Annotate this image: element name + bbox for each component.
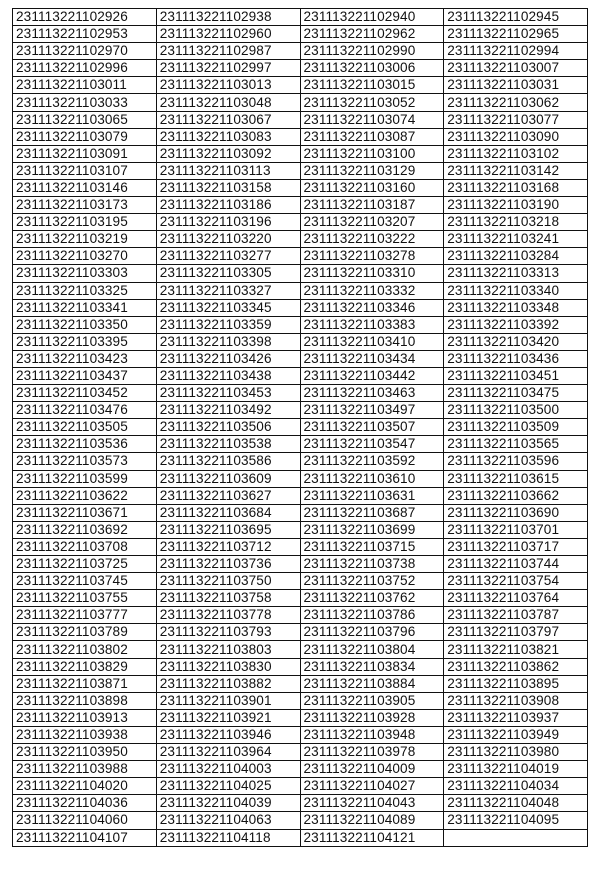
roll-number-cell: 231113221103821 [444, 641, 588, 658]
roll-number-cell: 231113221103278 [300, 248, 444, 265]
table-row [13, 812, 588, 829]
roll-number-cell: 231113221103627 [156, 487, 300, 504]
table-row [13, 607, 588, 624]
roll-number-cell: 231113221103507 [300, 419, 444, 436]
roll-number-cell: 231113221103712 [156, 538, 300, 555]
roll-number-cell: 231113221103988 [13, 761, 157, 778]
roll-number-cell: 231113221103921 [156, 709, 300, 726]
roll-number-cell: 231113221104020 [13, 778, 157, 795]
table-row [13, 231, 588, 248]
roll-number-cell: 231113221103453 [156, 385, 300, 402]
roll-number-cell: 231113221103829 [13, 658, 157, 675]
table-row [13, 521, 588, 538]
roll-number-cell: 231113221103463 [300, 385, 444, 402]
roll-number-cell: 231113221103420 [444, 333, 588, 350]
table-row [13, 436, 588, 453]
roll-number-cell: 231113221103436 [444, 350, 588, 367]
roll-number-cell: 231113221103547 [300, 436, 444, 453]
table-row [13, 214, 588, 231]
table-row [13, 350, 588, 367]
roll-number-cell: 231113221103536 [13, 436, 157, 453]
roll-number-cell: 231113221103506 [156, 419, 300, 436]
roll-number-cell: 231113221103701 [444, 521, 588, 538]
roll-number-cell: 231113221103946 [156, 726, 300, 743]
table-row [13, 709, 588, 726]
table-row [13, 453, 588, 470]
roll-number-cell: 231113221103744 [444, 556, 588, 573]
roll-number-cell: 231113221103340 [444, 282, 588, 299]
roll-number-cell: 231113221103708 [13, 538, 157, 555]
table-row [13, 43, 588, 60]
table-row [13, 504, 588, 521]
roll-number-cell: 231113221104009 [300, 761, 444, 778]
table-row [13, 111, 588, 128]
roll-number-cell: 231113221103476 [13, 402, 157, 419]
roll-number-cell: 231113221102938 [156, 9, 300, 26]
roll-number-cell: 231113221103395 [13, 333, 157, 350]
table-row [13, 402, 588, 419]
roll-number-cell: 231113221103610 [300, 470, 444, 487]
roll-number-cell: 231113221103423 [13, 350, 157, 367]
roll-number-cell: 231113221104060 [13, 812, 157, 829]
roll-number-cell: 231113221103738 [300, 556, 444, 573]
table-row [13, 60, 588, 77]
roll-number-cell: 231113221103173 [13, 197, 157, 214]
roll-number-cell: 231113221103871 [13, 675, 157, 692]
roll-number-cell: 231113221103764 [444, 590, 588, 607]
roll-number-cell: 231113221103168 [444, 179, 588, 196]
table-row [13, 538, 588, 555]
roll-number-cell: 231113221103898 [13, 692, 157, 709]
roll-number-cell: 231113221103452 [13, 385, 157, 402]
roll-number-cell: 231113221103978 [300, 744, 444, 761]
roll-number-cell: 231113221102994 [444, 43, 588, 60]
roll-number-cell: 231113221104036 [13, 795, 157, 812]
roll-number-cell: 231113221102970 [13, 43, 157, 60]
roll-number-cell: 231113221104089 [300, 812, 444, 829]
roll-number-cell: 231113221103113 [156, 162, 300, 179]
roll-number-cell: 231113221103715 [300, 538, 444, 555]
roll-number-cell: 231113221103901 [156, 692, 300, 709]
roll-number-cell: 231113221103007 [444, 60, 588, 77]
table-row [13, 316, 588, 333]
table-row [13, 624, 588, 641]
roll-number-cell: 231113221103303 [13, 265, 157, 282]
roll-number-cell: 231113221103937 [444, 709, 588, 726]
roll-number-cell: 231113221103786 [300, 607, 444, 624]
roll-number-cell: 231113221103031 [444, 77, 588, 94]
roll-number-cell: 231113221104118 [156, 829, 300, 846]
roll-number-cell: 231113221103500 [444, 402, 588, 419]
roll-number-cell: 231113221102926 [13, 9, 157, 26]
roll-number-cell: 231113221103434 [300, 350, 444, 367]
table-row [13, 726, 588, 743]
roll-number-cell: 231113221103092 [156, 145, 300, 162]
roll-number-cell: 231113221103803 [156, 641, 300, 658]
table-row [13, 795, 588, 812]
roll-number-cell: 231113221103789 [13, 624, 157, 641]
roll-number-sheet [12, 8, 588, 847]
roll-number-cell: 231113221104095 [444, 812, 588, 829]
roll-number-cell: 231113221103074 [300, 111, 444, 128]
roll-number-cell: 231113221103348 [444, 299, 588, 316]
roll-number-cell: 231113221103438 [156, 367, 300, 384]
roll-number-cell: 231113221103451 [444, 367, 588, 384]
roll-number-cell: 231113221102987 [156, 43, 300, 60]
roll-number-cell: 231113221103077 [444, 111, 588, 128]
roll-number-cell: 231113221102962 [300, 26, 444, 43]
roll-number-cell: 231113221104048 [444, 795, 588, 812]
roll-number-cell: 231113221103079 [13, 128, 157, 145]
roll-number-cell: 231113221103796 [300, 624, 444, 641]
table-row [13, 556, 588, 573]
table-row [13, 367, 588, 384]
table-row [13, 145, 588, 162]
roll-number-cell: 231113221103509 [444, 419, 588, 436]
table-row [13, 590, 588, 607]
roll-number-cell: 231113221103778 [156, 607, 300, 624]
roll-number-cell: 231113221103662 [444, 487, 588, 504]
roll-number-cell: 231113221103908 [444, 692, 588, 709]
roll-number-cell: 231113221103692 [13, 521, 157, 538]
roll-number-cell: 231113221103383 [300, 316, 444, 333]
roll-number-cell: 231113221103359 [156, 316, 300, 333]
roll-number-cell: 231113221103067 [156, 111, 300, 128]
roll-number-cell: 231113221103913 [13, 709, 157, 726]
roll-number-cell: 231113221103884 [300, 675, 444, 692]
roll-number-cell: 231113221103938 [13, 726, 157, 743]
roll-number-cell: 231113221104043 [300, 795, 444, 812]
roll-number-cell: 231113221103332 [300, 282, 444, 299]
roll-number-cell: 231113221103736 [156, 556, 300, 573]
table-row [13, 470, 588, 487]
roll-number-cell: 231113221103158 [156, 179, 300, 196]
roll-number-cell: 231113221102960 [156, 26, 300, 43]
roll-number-cell: 231113221104027 [300, 778, 444, 795]
roll-number-cell: 231113221103690 [444, 504, 588, 521]
roll-number-cell: 231113221103190 [444, 197, 588, 214]
roll-number-cell: 231113221104034 [444, 778, 588, 795]
roll-number-cell: 231113221104039 [156, 795, 300, 812]
roll-number-cell: 231113221103398 [156, 333, 300, 350]
roll-number-cell: 231113221103160 [300, 179, 444, 196]
roll-number-cell: 231113221103882 [156, 675, 300, 692]
roll-number-cell: 231113221103596 [444, 453, 588, 470]
roll-number-cell: 231113221103538 [156, 436, 300, 453]
roll-number-cell: 231113221103752 [300, 573, 444, 590]
table-row [13, 282, 588, 299]
roll-number-cell: 231113221103475 [444, 385, 588, 402]
roll-number-cell: 231113221103609 [156, 470, 300, 487]
roll-number-cell: 231113221103048 [156, 94, 300, 111]
roll-number-cell: 231113221103797 [444, 624, 588, 641]
roll-number-cell: 231113221103218 [444, 214, 588, 231]
table-row [13, 26, 588, 43]
roll-number-cell: 231113221103437 [13, 367, 157, 384]
roll-number-table [12, 8, 588, 847]
roll-number-cell: 231113221103187 [300, 197, 444, 214]
roll-number-cell: 231113221103442 [300, 367, 444, 384]
roll-number-cell: 231113221103750 [156, 573, 300, 590]
roll-number-cell: 231113221103065 [13, 111, 157, 128]
roll-number-cell: 231113221103062 [444, 94, 588, 111]
roll-number-cell: 231113221103277 [156, 248, 300, 265]
roll-number-cell: 231113221103011 [13, 77, 157, 94]
table-row [13, 744, 588, 761]
roll-number-cell: 231113221103207 [300, 214, 444, 231]
roll-number-cell: 231113221103052 [300, 94, 444, 111]
roll-number-cell [444, 829, 588, 846]
table-row [13, 265, 588, 282]
roll-number-cell: 231113221103310 [300, 265, 444, 282]
roll-number-cell: 231113221103950 [13, 744, 157, 761]
roll-number-cell: 231113221103220 [156, 231, 300, 248]
roll-number-cell: 231113221103793 [156, 624, 300, 641]
roll-number-cell: 231113221103928 [300, 709, 444, 726]
table-row [13, 573, 588, 590]
roll-number-cell: 231113221103102 [444, 145, 588, 162]
roll-number-cell: 231113221103090 [444, 128, 588, 145]
table-row [13, 675, 588, 692]
roll-number-cell: 231113221103033 [13, 94, 157, 111]
roll-number-cell: 231113221103087 [300, 128, 444, 145]
roll-number-cell: 231113221102953 [13, 26, 157, 43]
table-row [13, 641, 588, 658]
roll-number-cell: 231113221103270 [13, 248, 157, 265]
table-row [13, 77, 588, 94]
table-row [13, 761, 588, 778]
roll-number-cell: 231113221103492 [156, 402, 300, 419]
roll-number-cell: 231113221103754 [444, 573, 588, 590]
roll-number-cell: 231113221103964 [156, 744, 300, 761]
roll-number-cell: 231113221103327 [156, 282, 300, 299]
roll-number-cell: 231113221103325 [13, 282, 157, 299]
table-row [13, 162, 588, 179]
roll-number-cell: 231113221102997 [156, 60, 300, 77]
roll-number-cell: 231113221102990 [300, 43, 444, 60]
table-row [13, 94, 588, 111]
roll-number-cell: 231113221103241 [444, 231, 588, 248]
table-row [13, 692, 588, 709]
roll-number-cell: 231113221102940 [300, 9, 444, 26]
roll-number-cell: 231113221103762 [300, 590, 444, 607]
roll-number-cell: 231113221103091 [13, 145, 157, 162]
roll-number-cell: 231113221103592 [300, 453, 444, 470]
roll-number-cell: 231113221103671 [13, 504, 157, 521]
roll-number-cell: 231113221104003 [156, 761, 300, 778]
roll-number-cell: 231113221103949 [444, 726, 588, 743]
table-row [13, 179, 588, 196]
roll-number-cell: 231113221103083 [156, 128, 300, 145]
roll-number-cell: 231113221103895 [444, 675, 588, 692]
roll-number-cell: 231113221103777 [13, 607, 157, 624]
roll-number-cell: 231113221103142 [444, 162, 588, 179]
table-row [13, 197, 588, 214]
roll-number-cell: 231113221103013 [156, 77, 300, 94]
roll-number-cell: 231113221104107 [13, 829, 157, 846]
roll-number-cell: 231113221104121 [300, 829, 444, 846]
roll-number-cell: 231113221103980 [444, 744, 588, 761]
roll-number-cell: 231113221103755 [13, 590, 157, 607]
roll-number-cell: 231113221103345 [156, 299, 300, 316]
roll-number-cell: 231113221103615 [444, 470, 588, 487]
roll-number-cell: 231113221103107 [13, 162, 157, 179]
roll-number-cell: 231113221103699 [300, 521, 444, 538]
roll-number-cell: 231113221103787 [444, 607, 588, 624]
table-row [13, 9, 588, 26]
roll-number-cell: 231113221103684 [156, 504, 300, 521]
roll-number-cell: 231113221103834 [300, 658, 444, 675]
table-row [13, 128, 588, 145]
roll-number-cell: 231113221103802 [13, 641, 157, 658]
table-row [13, 829, 588, 846]
roll-number-cell: 231113221103565 [444, 436, 588, 453]
roll-number-cell: 231113221103284 [444, 248, 588, 265]
roll-number-cell: 231113221103717 [444, 538, 588, 555]
roll-number-cell: 231113221103586 [156, 453, 300, 470]
roll-number-cell: 231113221103804 [300, 641, 444, 658]
roll-number-cell: 231113221103392 [444, 316, 588, 333]
roll-number-cell: 231113221103622 [13, 487, 157, 504]
roll-number-cell: 231113221103862 [444, 658, 588, 675]
roll-number-cell: 231113221102945 [444, 9, 588, 26]
roll-number-cell: 231113221103687 [300, 504, 444, 521]
roll-number-cell: 231113221103341 [13, 299, 157, 316]
roll-number-cell: 231113221103313 [444, 265, 588, 282]
roll-number-cell: 231113221103006 [300, 60, 444, 77]
roll-number-cell: 231113221103350 [13, 316, 157, 333]
roll-number-cell: 231113221103948 [300, 726, 444, 743]
roll-number-cell: 231113221104063 [156, 812, 300, 829]
roll-number-cell: 231113221103695 [156, 521, 300, 538]
table-row [13, 248, 588, 265]
roll-number-cell: 231113221103195 [13, 214, 157, 231]
roll-number-cell: 231113221103497 [300, 402, 444, 419]
roll-number-cell: 231113221103905 [300, 692, 444, 709]
table-row [13, 299, 588, 316]
table-row [13, 333, 588, 350]
roll-number-cell: 231113221103745 [13, 573, 157, 590]
roll-number-cell: 231113221103196 [156, 214, 300, 231]
roll-number-cell: 231113221104019 [444, 761, 588, 778]
roll-number-cell: 231113221103015 [300, 77, 444, 94]
roll-number-cell: 231113221102996 [13, 60, 157, 77]
roll-number-cell: 231113221103410 [300, 333, 444, 350]
roll-number-cell: 231113221102965 [444, 26, 588, 43]
roll-number-cell: 231113221103505 [13, 419, 157, 436]
roll-number-cell: 231113221103758 [156, 590, 300, 607]
roll-number-cell: 231113221103129 [300, 162, 444, 179]
roll-number-cell: 231113221103222 [300, 231, 444, 248]
table-row [13, 778, 588, 795]
roll-number-cell: 231113221103725 [13, 556, 157, 573]
table-row [13, 658, 588, 675]
roll-number-cell: 231113221103830 [156, 658, 300, 675]
table-row [13, 419, 588, 436]
roll-number-cell: 231113221103186 [156, 197, 300, 214]
roll-number-cell: 231113221103100 [300, 145, 444, 162]
roll-number-cell: 231113221103146 [13, 179, 157, 196]
roll-number-table-body [13, 9, 588, 847]
roll-number-cell: 231113221103599 [13, 470, 157, 487]
roll-number-cell: 231113221103305 [156, 265, 300, 282]
roll-number-cell: 231113221103426 [156, 350, 300, 367]
roll-number-cell: 231113221103631 [300, 487, 444, 504]
roll-number-cell: 231113221103346 [300, 299, 444, 316]
roll-number-cell: 231113221104025 [156, 778, 300, 795]
roll-number-cell: 231113221103573 [13, 453, 157, 470]
table-row [13, 487, 588, 504]
table-row [13, 385, 588, 402]
roll-number-cell: 231113221103219 [13, 231, 157, 248]
